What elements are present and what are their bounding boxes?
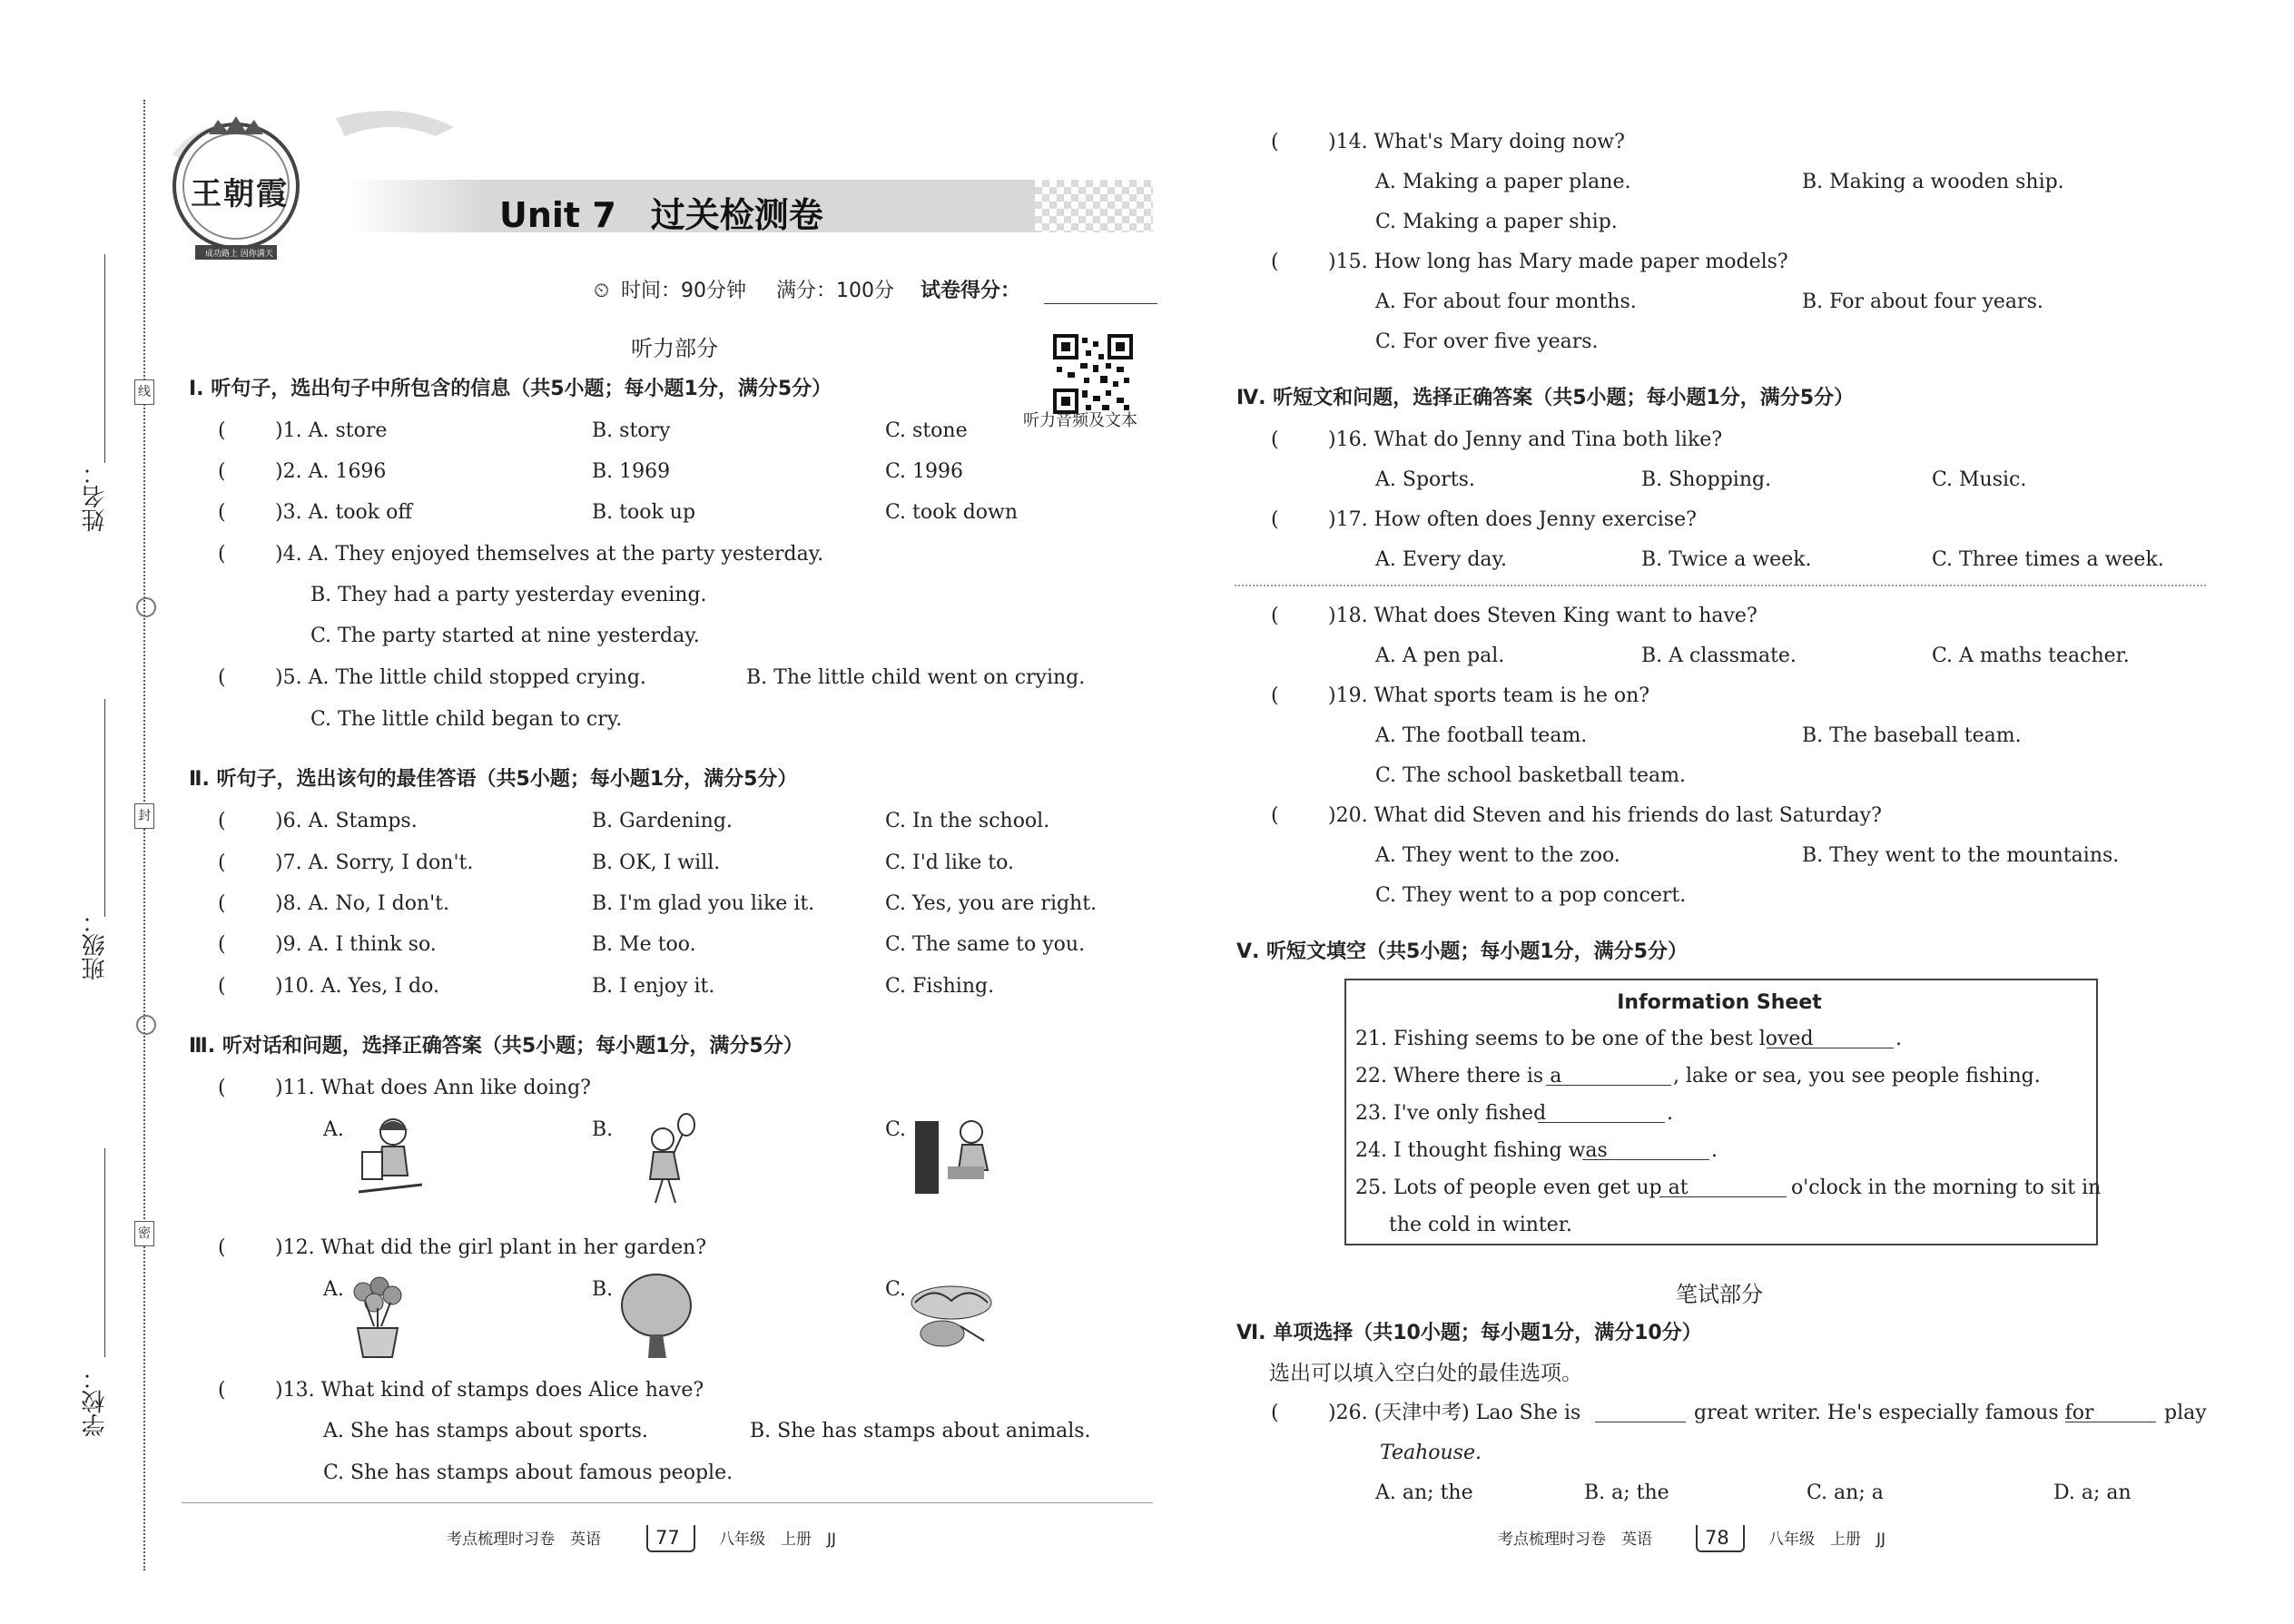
answer-bracket: ( — [218, 666, 226, 689]
answer-bracket: ( — [218, 501, 226, 524]
q10-option-c[interactable]: C. Fishing. — [885, 975, 995, 998]
seal-char-line: 线 — [134, 379, 154, 405]
q14-option-b[interactable]: B. Making a wooden ship. — [1802, 171, 2064, 193]
left-page-divider — [182, 1502, 1153, 1503]
q12-label-b: B. — [592, 1278, 614, 1301]
q20-option-b[interactable]: B. They went to the mountains. — [1802, 844, 2120, 867]
banner-checker-pattern — [1035, 180, 1153, 232]
footer-left-grade: 八年级 上册 JJ — [719, 1530, 837, 1549]
footer-right-grade: 八年级 上册 JJ — [1768, 1530, 1886, 1549]
blank-21-end: . — [1895, 1028, 1902, 1050]
q8-option-a[interactable]: )8. A. No, I don't. — [275, 892, 449, 915]
q19-option-a[interactable]: A. The football team. — [1375, 724, 1588, 747]
q20-option-c[interactable]: C. They went to a pop concert. — [1375, 884, 1687, 907]
qr-caption: 听力音频及文本 — [1023, 411, 1137, 430]
q1-option-a[interactable]: )1. A. store — [275, 419, 388, 442]
q13-option-b[interactable]: B. She has stamps about animals. — [750, 1420, 1091, 1442]
answer-bracket: ( — [218, 1236, 226, 1259]
name-label: 姓名： — [82, 461, 109, 532]
section-4-title: Ⅳ. 听短文和问题，选择正确答案（共5小题；每小题1分，满分5分） — [1236, 387, 1855, 409]
q13-question: )13. What kind of stamps does Alice have? — [275, 1379, 704, 1402]
q17-question: )17. How often does Jenny exercise? — [1328, 508, 1697, 531]
answer-bracket: ( — [218, 419, 226, 442]
girl-at-door-picture[interactable] — [908, 1112, 999, 1203]
q18-option-c[interactable]: C. A maths teacher. — [1932, 645, 2130, 667]
q16-option-c[interactable]: C. Music. — [1932, 468, 2027, 491]
q3-option-b[interactable]: B. took up — [592, 501, 696, 524]
blank-24-end: . — [1711, 1139, 1718, 1162]
blank-21-text: 21. Fishing seems to be one of the best loved — [1355, 1028, 1814, 1050]
q20-question: )20. What did Steven and his friends do last Saturday? — [1328, 804, 1882, 827]
q26-option-c[interactable]: C. an; a — [1807, 1481, 1884, 1504]
q26-text-3: play — [2164, 1402, 2207, 1424]
blank-25-continuation: the cold in winter. — [1389, 1214, 1572, 1236]
q10-option-a[interactable]: )10. A. Yes, I do. — [275, 975, 439, 998]
q19-option-c[interactable]: C. The school basketball team. — [1375, 764, 1686, 787]
section-6-title: Ⅵ. 单项选择（共10小题；每小题1分，满分10分） — [1236, 1322, 1702, 1344]
blank-25-end: o'clock in the morning to sit in — [1791, 1176, 2102, 1199]
q26-text-1: )26. (天津中考) Lao She is — [1328, 1402, 1581, 1424]
q3-option-a[interactable]: )3. A. took off — [275, 501, 412, 524]
passage-divider — [1235, 585, 2206, 586]
q13-option-c[interactable]: C. She has stamps about famous people. — [323, 1462, 733, 1484]
section-2-title: Ⅱ. 听句子，选出该句的最佳答语（共5小题；每小题1分，满分5分） — [189, 768, 798, 791]
blank-25-input[interactable] — [1659, 1196, 1787, 1197]
q8-option-b[interactable]: B. I'm glad you like it. — [592, 892, 815, 915]
blank-25-text: 25. Lots of people even get up at — [1355, 1176, 1689, 1199]
q5-option-b[interactable]: B. The little child went on crying. — [746, 666, 1086, 689]
footer-left-series: 考点梳理时习卷 英语 — [447, 1530, 601, 1549]
blank-23-end: . — [1667, 1102, 1673, 1125]
q7-option-c[interactable]: C. I'd like to. — [885, 851, 1014, 874]
section-6-instruction: 选出可以填入空白处的最佳选项。 — [1269, 1362, 1582, 1385]
q9-option-a[interactable]: )9. A. I think so. — [275, 933, 437, 956]
q17-option-c[interactable]: C. Three times a week. — [1932, 548, 2164, 571]
q17-option-a[interactable]: A. Every day. — [1375, 548, 1508, 571]
q14-option-a[interactable]: A. Making a paper plane. — [1375, 171, 1631, 193]
q20-option-a[interactable]: A. They went to the zoo. — [1375, 844, 1620, 867]
girl-drawing-picture[interactable] — [359, 1112, 422, 1203]
q15-option-c[interactable]: C. For over five years. — [1375, 330, 1599, 353]
answer-bracket: ( — [1271, 428, 1279, 451]
full-score: 满分：100分 — [776, 280, 894, 302]
q9-option-c[interactable]: C. The same to you. — [885, 933, 1086, 956]
q15-option-a[interactable]: A. For about four months. — [1375, 290, 1637, 313]
q2-option-a[interactable]: )2. A. 1696 — [275, 460, 387, 483]
q2-option-b[interactable]: B. 1969 — [592, 460, 671, 483]
q6-option-a[interactable]: )6. A. Stamps. — [275, 810, 418, 832]
page-title: Unit 7 过关检测卷 — [499, 195, 823, 235]
q11-label-b: B. — [592, 1118, 614, 1141]
q6-option-c[interactable]: C. In the school. — [885, 810, 1050, 832]
answer-bracket: ( — [1271, 605, 1279, 627]
section-5-title: Ⅴ. 听短文填空（共5小题；每小题1分，满分5分） — [1236, 940, 1688, 963]
q18-option-a[interactable]: A. A pen pal. — [1375, 645, 1505, 667]
q4-option-b[interactable]: B. They had a party yesterday evening. — [310, 584, 707, 606]
school-label: 学校： — [82, 1366, 109, 1437]
answer-bracket: ( — [218, 975, 226, 998]
q10-option-b[interactable]: B. I enjoy it. — [592, 975, 715, 998]
clock-icon: ⏲ — [594, 280, 610, 302]
blank-22-text: 22. Where there is a — [1355, 1065, 1562, 1088]
q8-option-c[interactable]: C. Yes, you are right. — [885, 892, 1098, 915]
score-input[interactable] — [1044, 303, 1157, 304]
girl-playing-tennis-picture[interactable] — [626, 1112, 699, 1212]
binding-dotted-line — [143, 100, 145, 1570]
q9-option-b[interactable]: B. Me too. — [592, 933, 696, 956]
time-limit: 时间：90分钟 — [621, 280, 746, 302]
tree-picture[interactable] — [615, 1271, 697, 1362]
q1-option-b[interactable]: B. story — [592, 419, 671, 442]
answer-bracket: ( — [1271, 131, 1279, 153]
q19-question: )19. What sports team is he on? — [1328, 684, 1650, 707]
q11-label-a: A. — [323, 1118, 344, 1141]
answer-bracket: ( — [218, 810, 226, 832]
listening-section-header: 听力部分 — [631, 336, 718, 361]
answer-bracket: ( — [218, 933, 226, 956]
q7-option-b[interactable]: B. OK, I will. — [592, 851, 721, 874]
blank-23-text: 23. I've only fished — [1355, 1102, 1547, 1125]
answer-bracket: ( — [1271, 1402, 1279, 1424]
binding-hole-icon — [136, 597, 156, 617]
q16-question: )16. What do Jenny and Tina both like? — [1328, 428, 1723, 451]
potted-flowers-picture[interactable] — [345, 1275, 409, 1362]
answer-bracket: ( — [218, 1379, 226, 1402]
q12-label-a: A. — [323, 1278, 344, 1301]
q15-question: )15. How long has Mary made paper models? — [1328, 251, 1788, 273]
class-line[interactable] — [104, 699, 105, 917]
q4-option-c[interactable]: C. The party started at nine yesterday. — [310, 625, 700, 647]
answer-bracket: ( — [218, 851, 226, 874]
q1-option-c[interactable]: C. stone — [885, 419, 968, 442]
q2-option-c[interactable]: C. 1996 — [885, 460, 964, 483]
q17-option-b[interactable]: B. Twice a week. — [1641, 548, 1812, 571]
blank-22-end: , lake or sea, you see people fishing. — [1673, 1065, 2041, 1088]
q26-option-b[interactable]: B. a; the — [1584, 1481, 1669, 1504]
q12-label-c: C. — [885, 1278, 907, 1301]
seal-char-secret: 密 — [134, 1221, 154, 1246]
q5-option-a[interactable]: )5. A. The little child stopped crying. — [275, 666, 646, 689]
answer-bracket: ( — [218, 543, 226, 566]
binding-hole-icon — [136, 1015, 156, 1035]
blank-23-input[interactable] — [1538, 1122, 1665, 1123]
school-line[interactable] — [104, 1148, 105, 1357]
logo-motto: 成功路上 因你满天 — [205, 250, 273, 259]
seal-char-seal: 封 — [134, 803, 154, 829]
blank-24-text: 24. I thought fishing was — [1355, 1139, 1608, 1162]
answer-bracket: ( — [218, 892, 226, 915]
q26-text-4: Teahouse. — [1380, 1442, 1482, 1464]
section-1-title: Ⅰ. 听句子，选出句子中所包含的信息（共5小题；每小题1分，满分5分） — [189, 378, 832, 400]
vegetable-garden-picture[interactable] — [906, 1275, 997, 1357]
q14-question: )14. What's Mary doing now? — [1328, 131, 1625, 153]
footer-right-series: 考点梳理时习卷 英语 — [1498, 1530, 1652, 1549]
q16-option-b[interactable]: B. Shopping. — [1641, 468, 1772, 491]
answer-bracket: ( — [1271, 684, 1279, 707]
footer-right-page: 78 — [1705, 1527, 1729, 1549]
q26-text-2: great writer. He's especially famous for — [1694, 1402, 2094, 1424]
answer-bracket: ( — [218, 1077, 226, 1099]
answer-bracket: ( — [218, 460, 226, 483]
section-3-title: Ⅲ. 听对话和问题，选择正确答案（共5小题；每小题1分，满分5分） — [189, 1035, 803, 1058]
q4-option-a[interactable]: )4. A. They enjoyed themselves at the party yesterday. — [275, 543, 824, 566]
blank-22-input[interactable] — [1546, 1085, 1671, 1086]
class-label: 班级： — [82, 910, 109, 980]
q18-question: )18. What does Steven King want to have? — [1328, 605, 1757, 627]
answer-bracket: ( — [1271, 251, 1279, 273]
q15-option-b[interactable]: B. For about four years. — [1802, 290, 2043, 313]
q26-option-a[interactable]: A. an; the — [1375, 1481, 1473, 1504]
q7-option-a[interactable]: )7. A. Sorry, I don't. — [275, 851, 474, 874]
answer-bracket: ( — [1271, 804, 1279, 827]
q11-question: )11. What does Ann like doing? — [275, 1077, 591, 1099]
q18-option-b[interactable]: B. A classmate. — [1641, 645, 1797, 667]
name-line[interactable] — [104, 254, 105, 463]
q16-option-a[interactable]: A. Sports. — [1375, 468, 1475, 491]
q14-option-c[interactable]: C. Making a paper ship. — [1375, 211, 1618, 233]
footer-left-page: 77 — [655, 1527, 680, 1549]
q19-option-b[interactable]: B. The baseball team. — [1802, 724, 2022, 747]
q3-option-c[interactable]: C. took down — [885, 501, 1019, 524]
q12-question: )12. What did the girl plant in her garden? — [275, 1236, 707, 1259]
q11-label-c: C. — [885, 1118, 907, 1141]
q13-option-a[interactable]: A. She has stamps about sports. — [323, 1420, 648, 1442]
score-label: 试卷得分： — [921, 280, 1021, 302]
q5-option-c[interactable]: C. The little child began to cry. — [310, 708, 623, 731]
logo-brand: 王朝霞 — [191, 176, 289, 212]
q6-option-b[interactable]: B. Gardening. — [592, 810, 733, 832]
q26-option-d[interactable]: D. a; an — [2053, 1481, 2132, 1504]
blank-24-input[interactable] — [1582, 1159, 1709, 1160]
answer-bracket: ( — [1271, 508, 1279, 531]
information-sheet-title: Information Sheet — [1617, 991, 1822, 1014]
qr-code-icon[interactable] — [1053, 334, 1133, 414]
written-section-header: 笔试部分 — [1676, 1282, 1763, 1307]
